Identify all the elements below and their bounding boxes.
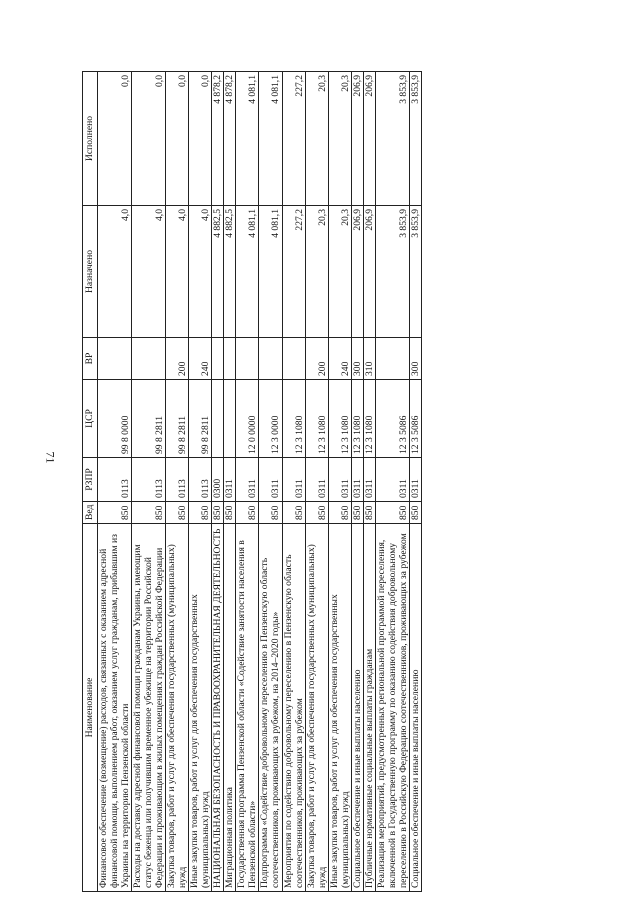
cell-vr: 200 [166,338,189,380]
cell-name: Финансовое обеспечение (возмещение) расходов, связанных с оказанием адресной финансовой помощи, выполнением работ, оказанием услуг гражданам, прибывшим из Украины на территорию Пензенской области [98,524,132,892]
cell-name: Иные закупки товаров, работ и услуг для обеспечения государственных (муниципальных) нужд [328,524,351,892]
cell-name: Расходы на доставку адресной финансовой помощи гражданам Украины, имеющим статус беженца или получившим временное убежище на территории Российской Федерации и проживающим в жилых помещениях граждан Российской Федерации [132,524,166,892]
cell-csr: 99 8 2811 [166,380,189,458]
table-row [375,72,409,892]
cell-vr [282,338,305,380]
table-header-row [83,72,98,892]
cell-vr: 310 [363,338,375,380]
cell-ved: 850 [351,502,363,524]
page-number: 71 [43,451,58,464]
cell-rzpr: 0311 [328,458,351,502]
cell-ispolneno: 20,3 [328,72,351,206]
cell-naznacheno: 4,0 [98,206,132,338]
cell-ved: 850 [409,502,421,524]
cell-name: Миграционная политика [224,524,236,892]
cell-name: Публичные нормативные социальные выплаты гражданам [363,524,375,892]
cell-naznacheno: 20,3 [305,206,328,338]
header-csr: ЦСР [83,380,98,458]
table-row [328,72,351,892]
cell-vr [212,338,224,380]
rotated-table-wrapper [82,72,571,892]
cell-ispolneno: 0,0 [132,72,166,206]
cell-name: Закупка товаров, работ и услуг для обеспечения государственных (муниципальных) нужд [305,524,328,892]
table-row [282,72,305,892]
cell-naznacheno: 3 853,9 [375,206,409,338]
cell-csr: 12 3 1080 [328,380,351,458]
cell-vr: 300 [351,338,363,380]
cell-ispolneno: 206,9 [351,72,363,206]
header-ispolneno: Исполнено [83,72,98,206]
cell-ispolneno: 4 878,2 [212,72,224,206]
table-row [305,72,328,892]
cell-ved: 850 [259,502,282,524]
cell-csr [224,380,236,458]
cell-name: Социальное обеспечение и иные выплаты населению [351,524,363,892]
cell-rzpr: 0311 [282,458,305,502]
cell-ved: 850 [98,502,132,524]
cell-csr: 12 3 5086 [409,380,421,458]
cell-rzpr: 0311 [224,458,236,502]
cell-vr [259,338,282,380]
cell-rzpr: 0311 [363,458,375,502]
cell-ispolneno: 4 081,1 [259,72,282,206]
cell-naznacheno: 4 882,5 [224,206,236,338]
table-body [98,72,422,892]
cell-vr [132,338,166,380]
cell-csr: 12 3 1080 [351,380,363,458]
table-row [212,72,224,892]
table-row [189,72,212,892]
table-row [363,72,375,892]
cell-rzpr: 0311 [375,458,409,502]
cell-name: Подпрограмма «Содействие добровольному переселению в Пензенскую область соотечественников, проживающих за рубежом, на 2014–2020 годы» [259,524,282,892]
cell-naznacheno: 4,0 [132,206,166,338]
table-row [351,72,363,892]
cell-naznacheno: 3 853,9 [409,206,421,338]
cell-ispolneno: 3 853,9 [409,72,421,206]
cell-name: НАЦИОНАЛЬНАЯ БЕЗОПАСНОСТЬ И ПРАВООХРАНИТЕЛЬНАЯ ДЕЯТЕЛЬНОСТЬ [212,524,224,892]
cell-rzpr: 0311 [236,458,259,502]
cell-ispolneno: 0,0 [98,72,132,206]
cell-vr: 300 [409,338,421,380]
table-row [224,72,236,892]
cell-rzpr: 0113 [189,458,212,502]
table-row [166,72,189,892]
cell-ispolneno: 206,9 [363,72,375,206]
cell-rzpr: 0113 [98,458,132,502]
cell-csr: 99 8 2811 [189,380,212,458]
cell-csr: 12 3 0000 [259,380,282,458]
cell-ispolneno: 20,3 [305,72,328,206]
cell-name: Мероприятия по содействию добровольному переселению в Пензенскую область соотечественников, проживающих за рубежом [282,524,305,892]
cell-naznacheno: 4 081,1 [259,206,282,338]
cell-ved: 850 [166,502,189,524]
cell-naznacheno: 4 081,1 [236,206,259,338]
cell-ved: 850 [305,502,328,524]
table-row [409,72,421,892]
cell-naznacheno: 20,3 [328,206,351,338]
cell-vr: 200 [305,338,328,380]
cell-ved: 850 [212,502,224,524]
cell-rzpr: 0300 [212,458,224,502]
cell-csr: 99 8 2811 [132,380,166,458]
cell-vr [236,338,259,380]
cell-name: Иные закупки товаров, работ и услуг для обеспечения государственных (муниципальных) нужд [189,524,212,892]
cell-name: Реализация мероприятий, предусмотренных региональной программой переселения, включенной в Государственную программу по оказанию содействия добровольному переселению в Российскую Федерацию соотечественников, проживающих за рубежом [375,524,409,892]
cell-csr: 12 3 1080 [305,380,328,458]
cell-rzpr: 0311 [409,458,421,502]
table-row [259,72,282,892]
cell-vr [375,338,409,380]
cell-ispolneno: 4 878,2 [224,72,236,206]
cell-name: Закупка товаров, работ и услуг для обеспечения государственных (муниципальных) нужд [166,524,189,892]
cell-ved: 850 [189,502,212,524]
cell-rzpr: 0311 [259,458,282,502]
cell-rzpr: 0311 [305,458,328,502]
cell-naznacheno: 4 882,5 [212,206,224,338]
cell-ispolneno: 0,0 [166,72,189,206]
cell-ispolneno: 227,2 [282,72,305,206]
cell-naznacheno: 4,0 [189,206,212,338]
header-ved: Вед [83,502,98,524]
cell-rzpr: 0113 [132,458,166,502]
cell-naznacheno: 227,2 [282,206,305,338]
cell-ved: 850 [236,502,259,524]
table-row [132,72,166,892]
cell-naznacheno: 4,0 [166,206,189,338]
cell-rzpr: 0311 [351,458,363,502]
cell-vr: 240 [328,338,351,380]
cell-ved: 850 [328,502,351,524]
cell-ved: 850 [132,502,166,524]
cell-ved: 850 [224,502,236,524]
cell-vr: 240 [189,338,212,380]
cell-naznacheno: 206,9 [351,206,363,338]
header-name: Наименование [83,524,98,892]
table-row [98,72,132,892]
rotated-table-container [82,72,571,892]
cell-ispolneno: 3 853,9 [375,72,409,206]
cell-ispolneno: 4 081,1 [236,72,259,206]
cell-csr: 12 3 1080 [363,380,375,458]
cell-csr [212,380,224,458]
header-vr: ВР [83,338,98,380]
header-naznacheno: Назначено [83,206,98,338]
cell-ved: 850 [363,502,375,524]
cell-naznacheno: 206,9 [363,206,375,338]
cell-name: Социальное обеспечение и иные выплаты населению [409,524,421,892]
budget-table [82,71,422,892]
cell-name: Государственная программа Пензенской области «Содействие занятости населения в Пензенской области» [236,524,259,892]
cell-ved: 850 [282,502,305,524]
cell-vr [98,338,132,380]
cell-csr: 12 3 1080 [282,380,305,458]
table-row [236,72,259,892]
cell-csr: 12 3 5086 [375,380,409,458]
cell-csr: 99 8 0000 [98,380,132,458]
cell-csr: 12 0 0000 [236,380,259,458]
cell-rzpr: 0113 [166,458,189,502]
cell-ved: 850 [375,502,409,524]
header-rzpr: РЗПР [83,458,98,502]
cell-vr [224,338,236,380]
cell-ispolneno: 0,0 [189,72,212,206]
